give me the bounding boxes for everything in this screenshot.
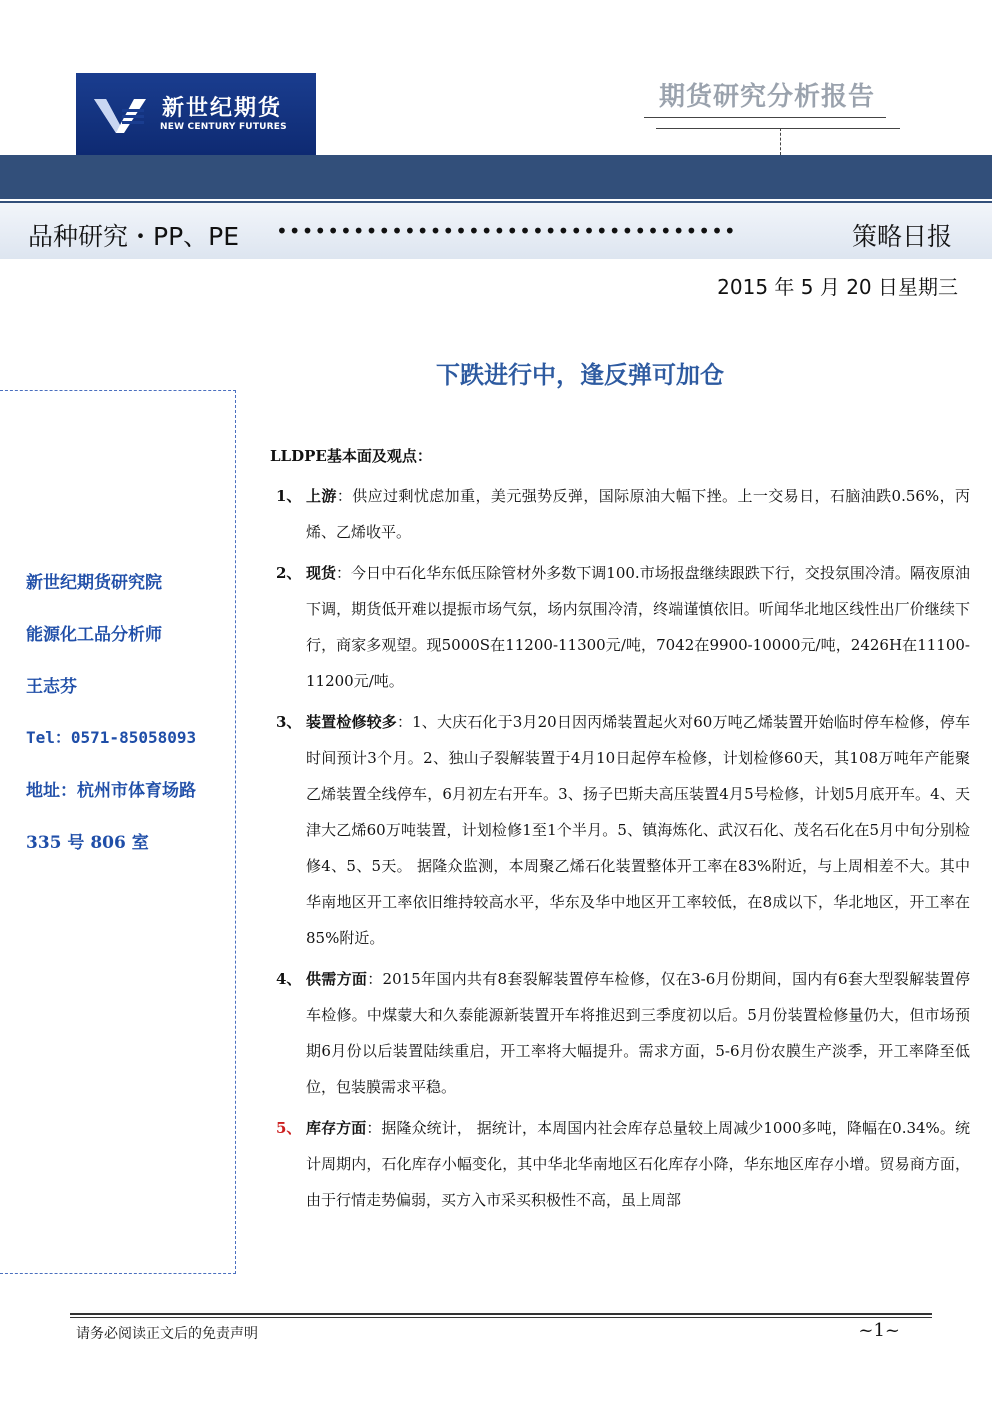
- item-lead: 现货: [306, 564, 337, 582]
- sidebar-tel: Tel：0571-85058093: [26, 728, 197, 747]
- title-underline-secondary: [656, 128, 900, 129]
- item-number: 1、: [276, 487, 302, 505]
- sidebar-analyst: 王志芬: [26, 677, 77, 697]
- paragraph-upstream: [270, 478, 970, 550]
- item-number: 5、: [276, 1119, 302, 1137]
- item-text: ：2015年国内共有8套裂解装置停车检修，仅在3-6月份期间，国内有6套大型裂解装置停车检修。中煤蒙大和久泰能源新装置开车将推迟到三季度初以后。5月份装置检修量仍大，但市场预期6月份以后装置陆续重启，开工率将大幅提升。需求方面，5-6月份农膜生产淡季，开工率降至低位，包装膜需求平稳。: [306, 970, 970, 1096]
- paragraph-spot: [270, 555, 970, 699]
- footer-rule-thin: [70, 1317, 932, 1318]
- sidebar-address-line2: 335 号 806 室: [26, 833, 149, 853]
- sidebar-institute: 新世纪期货研究院: [26, 573, 162, 593]
- item-lead: 装置检修较多: [306, 713, 397, 731]
- section-title: LLDPE基本面及观点：: [270, 447, 432, 465]
- report-title: 期货研究分析报告: [658, 82, 875, 112]
- paragraph-supply-demand: [270, 961, 970, 1105]
- footer-rule: [70, 1313, 932, 1315]
- sidebar-address-line1: 地址：杭州市体育场路: [26, 781, 196, 801]
- item-number: 3、: [276, 713, 302, 731]
- item-number: 2、: [276, 564, 302, 582]
- logo-name-en: NEW CENTURY FUTURES: [160, 122, 287, 132]
- category-label: 品种研究・PP、PE: [28, 222, 240, 251]
- dot-leader: ••••••••••••••••••••••••••••••••••••: [276, 219, 737, 243]
- item-text: ：1、大庆石化于3月20日因丙烯装置起火对60万吨乙烯装置开始临时停车检修，停车时间预计3个月。2、独山子裂解装置于4月10日起停车检修，计划检修60天，其108万吨年产能聚乙烯装置全线停车，6月初左右开车。3、扬子巴斯夫高压装置4月5号检修，计划5月底开车。4、天津大乙烯60万吨装置，计划检修1至1个半月。5、镇海炼化、武汉石化、茂名石化在5月中旬分别检修4、5、5天。 据隆众监测，本周聚乙烯石化装置整体开工率在83%附近，与上周相差不大。其中华南地区开工率依旧维持较高水平，华东及华中地区开工率较低，在8成以下，华北地区，开工率在85%附近。: [306, 713, 970, 947]
- item-lead: 库存方面: [306, 1119, 367, 1137]
- main-content: [270, 445, 970, 1223]
- headline: 下跌进行中，逢反弹可加仓: [436, 361, 724, 389]
- item-number: 4、: [276, 970, 302, 988]
- report-date: 2015 年 5 月 20 日星期三: [717, 275, 958, 299]
- report-type-label: 策略日报: [852, 222, 953, 251]
- paragraph-maintenance: [270, 704, 970, 956]
- item-text: ：今日中石化华东低压除管材外多数下调100.市场报盘继续跟跌下行，交投氛围冷清。隔夜原油下调，期货低开难以提振市场气氛，场内氛围冷清，终端谨慎依旧。听闻华北地区线性出厂价继续下行，商家多观望。现5000S在11200-11300元/吨，7042在9900-10000元/吨，2426H在11100-11200元/吨。: [306, 564, 970, 690]
- title-underline: [644, 117, 886, 118]
- item-text: ：供应过剩忧虑加重，美元强势反弹，国际原油大幅下挫。上一交易日，石脑油跌0.56%，丙烯、乙烯收平。: [306, 487, 970, 541]
- sidebar-role: 能源化工品分析师: [26, 625, 162, 645]
- logo-emblem-icon: [92, 95, 148, 135]
- item-lead: 上游: [306, 487, 337, 505]
- title-divider-tick: [780, 128, 781, 155]
- company-logo: [76, 73, 316, 155]
- header-band: [0, 155, 992, 199]
- paragraph-inventory: [270, 1110, 970, 1218]
- item-lead: 供需方面: [306, 970, 368, 988]
- footer-disclaimer: 请务必阅读正文后的免责声明: [76, 1326, 258, 1342]
- logo-name-cn: 新世纪期货: [162, 95, 283, 121]
- item-text: ：据隆众统计， 据统计，本周国内社会库存总量较上周减少1000多吨，降幅在0.34%。统计周期内，石化库存小幅变化，其中华北华南地区石化库存小降，华东地区库存小增。贸易商方面，由于行情走势偏弱，买方入市采买积极性不高，虽上周部: [306, 1119, 970, 1209]
- page-number: ~1~: [858, 1320, 900, 1341]
